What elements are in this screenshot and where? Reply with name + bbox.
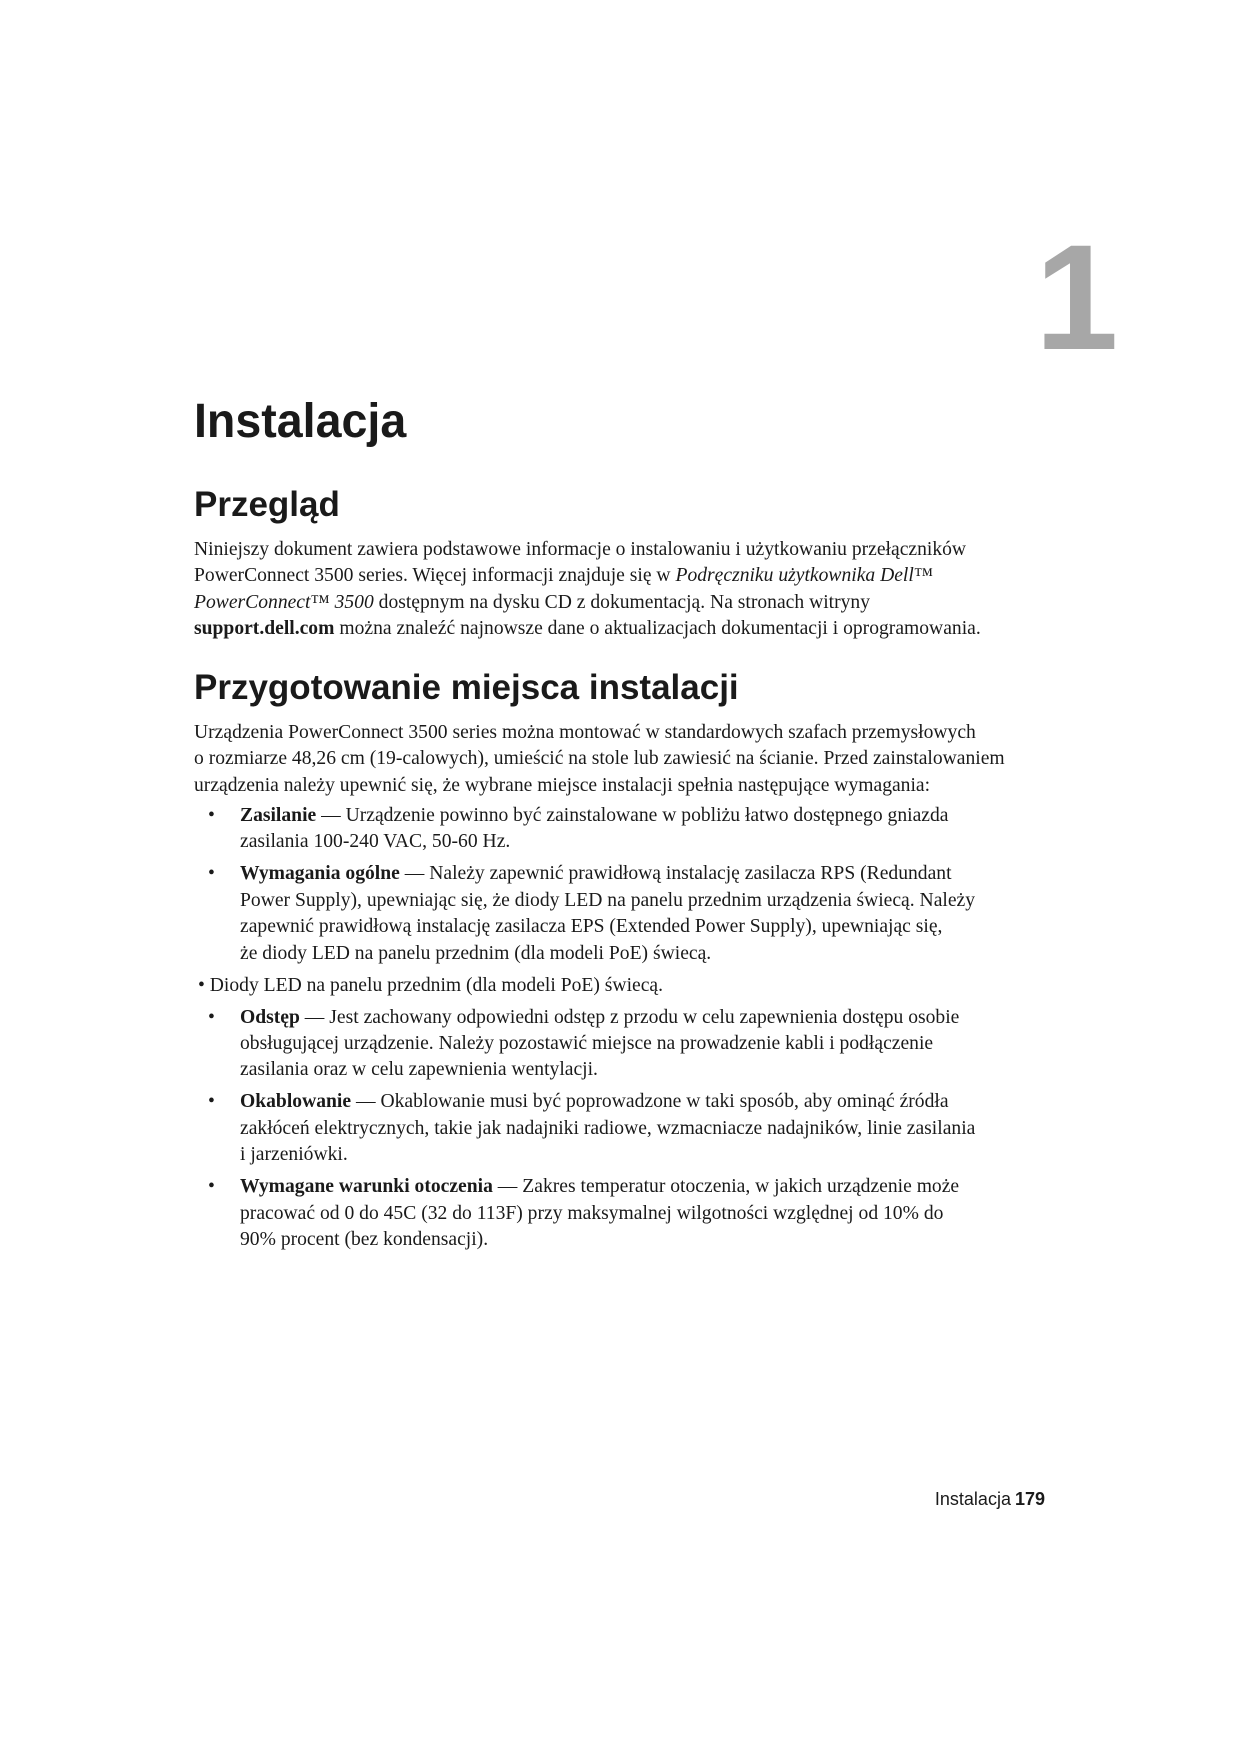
footer-chapter-label: Instalacja	[934, 1489, 1011, 1509]
site-preparation-paragraph	[194, 720, 1084, 799]
bullet: •	[208, 863, 215, 885]
text-line: o rozmiarze 48,26 cm (19-calowych), umieścić na stole lub zawiesić na ścianie. Przed zainstalowaniem	[194, 748, 1005, 770]
page-footer	[880, 1489, 1045, 1510]
requirements-list	[194, 803, 1094, 1259]
overview-paragraph	[194, 537, 1084, 643]
list-item-clearance: • Odstęp — Jest zachowany odpowiedni odstęp z przodu w celu zapewnienia dostępu osobie obsługującej urządzenie. Należy pozostawić miejsce na prowadzenie kabli i podłączenie zasilania oraz w celu zapewnienia wentylacji.	[208, 1006, 960, 1081]
section-heading-overview: Przegląd	[194, 485, 340, 524]
text-line: PowerConnect 3500 series. Więcej informacji znajduje się w Podręczniku użytkownika Dell™	[194, 565, 934, 587]
list-item-power: • Zasilanie — Urządzenie powinno być zainstalowane w pobliżu łatwo dostępnego gniazda zasilania 100-240 VAC, 50-60 Hz.	[208, 805, 949, 853]
list-item-environment: • Wymagane warunki otoczenia — Zakres temperatur otoczenia, w jakich urządzenie może pracować od 0 do 45C (32 do 113F) przy maksymalnej wilgotności względnej od 10% do 90% procent (bez kondensacji).	[208, 1176, 960, 1251]
text-line: Urządzenia PowerConnect 3500 series można montować w standardowych szafach przemysłowych	[194, 722, 976, 743]
bullet: •	[208, 1091, 215, 1113]
requirement-term: Wymagane warunki otoczenia	[240, 1176, 493, 1198]
list-item-general: • Wymagania ogólne — Należy zapewnić prawidłową instalację zasilacza RPS (Redundant Power Supply), upewniając się, że diody LED na panelu przednim urządzenia świecą. Należy zapewnić prawidłową instalację zasilacza EPS (Extended Power Supply), upewniając się, że diody LED na panelu przednim (dla modeli PoE) świecą.	[208, 863, 976, 964]
section-heading-site-preparation: Przygotowanie miejsca instalacji	[194, 668, 739, 707]
requirement-term: Odstęp	[240, 1006, 300, 1028]
page-number: 179	[1014, 1489, 1045, 1509]
requirement-term: Okablowanie	[240, 1091, 352, 1113]
requirement-term: Wymagania ogólne	[240, 863, 400, 885]
manual-title-italic: Podręczniku użytkownika Dell	[675, 565, 914, 587]
list-item-led-note: • Diody LED na panelu przednim (dla modeli PoE) świecą.	[198, 974, 664, 996]
text-line: support.dell.com można znaleźć najnowsze dane o aktualizacjach dokumentacji i oprogramowania.	[194, 618, 981, 640]
product-name-italic: PowerConnect	[194, 591, 311, 613]
text-line: urządzenia należy upewnić się, że wybrane miejsce instalacji spełnia następujące wymagania:	[194, 774, 931, 796]
model-italic: 3500	[334, 591, 374, 613]
list-item-cabling: • Okablowanie — Okablowanie musi być poprowadzone w taki sposób, aby ominąć źródła zakłóceń elektrycznych, takie jak nadajniki radiowe, wzmacniacze nadajników, linie zasilania i jarzeniówki.	[208, 1091, 976, 1166]
requirement-term: Zasilanie	[240, 805, 317, 826]
bullet: •	[208, 805, 215, 826]
chapter-number: 1	[1035, 213, 1119, 381]
bullet: •	[208, 1006, 215, 1028]
text-line: Niniejszy dokument zawiera podstawowe informacje o instalowaniu i użytkowaniu przełączników	[194, 539, 967, 560]
bullet: •	[208, 1176, 215, 1198]
text-line: PowerConnect™ 3500 dostępnym na dysku CD z dokumentacją. Na stronach witryny	[194, 591, 871, 613]
chapter-title: Instalacja	[194, 395, 407, 448]
support-link: support.dell.com	[194, 618, 335, 640]
